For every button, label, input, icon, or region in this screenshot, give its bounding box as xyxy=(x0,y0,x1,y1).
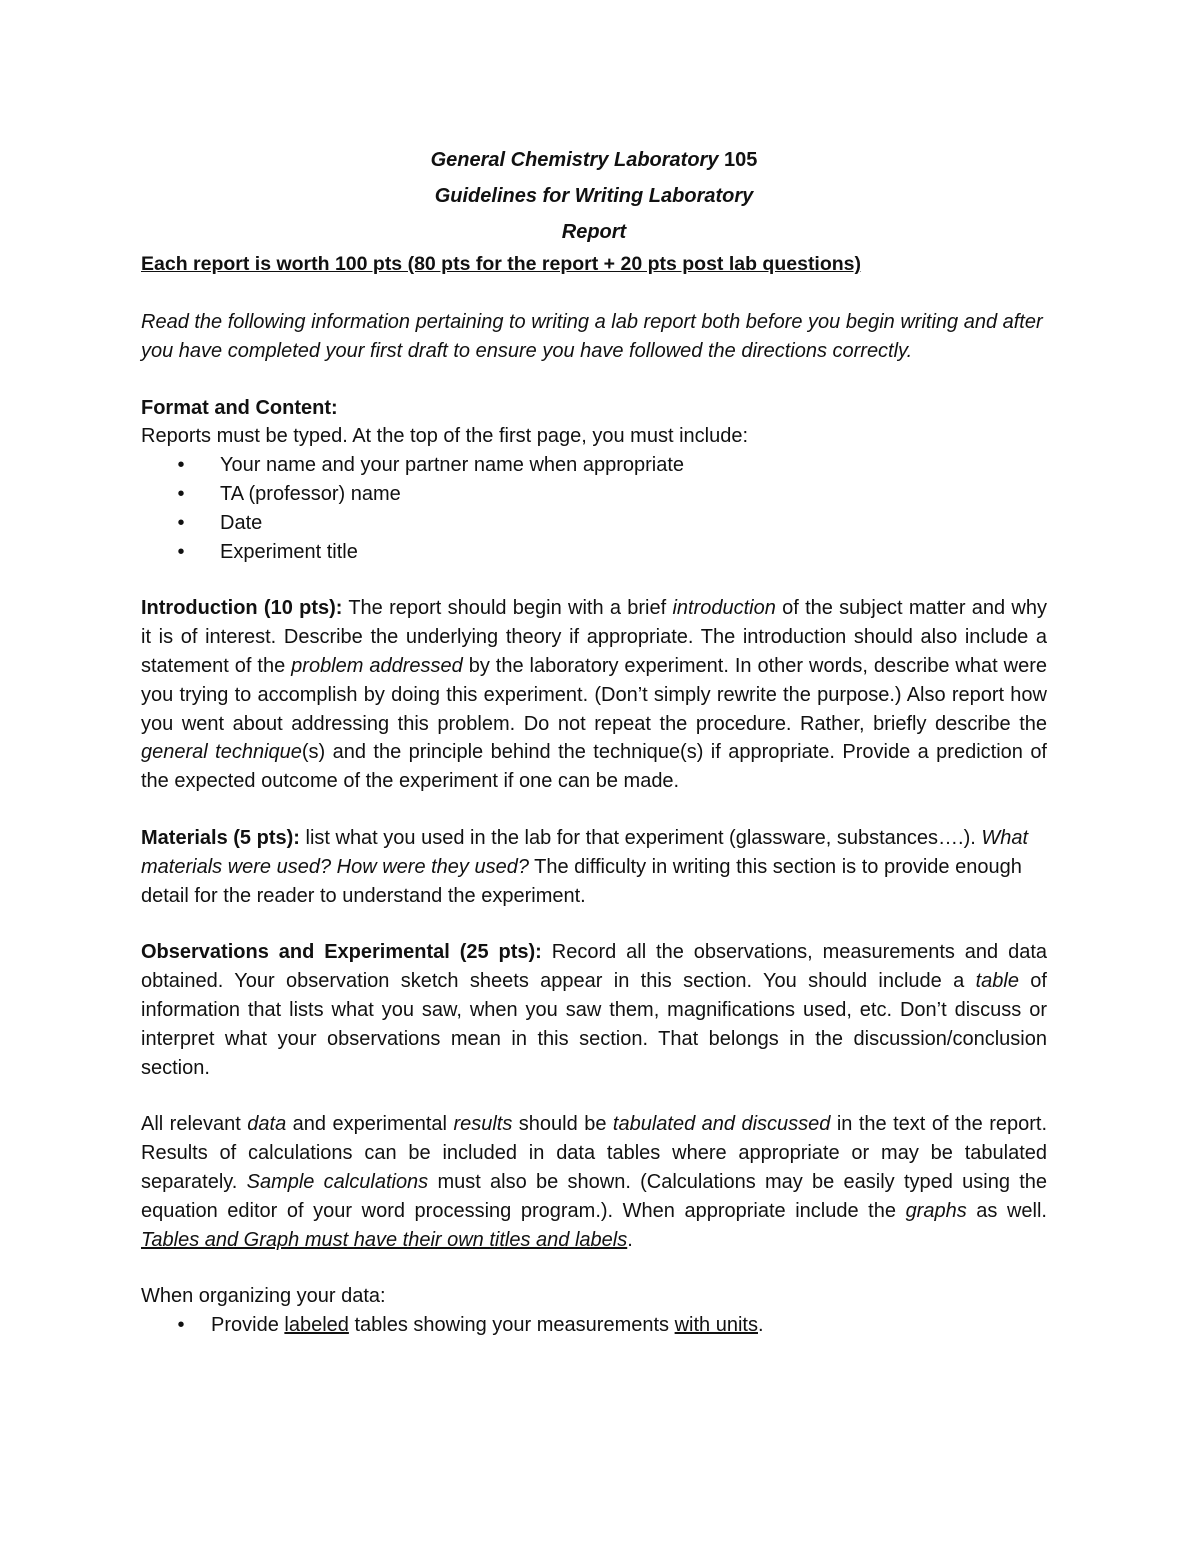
list-item-underlined: with units xyxy=(674,1314,758,1337)
bullet-icon: • xyxy=(177,511,185,534)
list-item-underlined: labeled xyxy=(284,1314,349,1337)
instructions-note: Read the following information pertaining to writing a lab report both before you begin writing and after you have completed your first draft to ensure you have followed the directions correctly. xyxy=(141,311,1043,362)
data-text: should be xyxy=(512,1113,613,1136)
doc-title-line-1 xyxy=(141,142,1047,178)
materials-text: list what you used in the lab for that experiment (glassware, substances….). xyxy=(299,826,982,849)
format-list xyxy=(141,451,1047,566)
list-item-text: Provide xyxy=(211,1314,285,1337)
bullet-icon: • xyxy=(177,454,185,477)
bullet-icon: • xyxy=(177,482,185,505)
introduction-emphasis: problem addressed xyxy=(291,654,463,677)
observations-text: Record all the observations, measurements and data obtained. Your observation sketch sheets appear in this section. You should include a xyxy=(141,941,1047,993)
data-emphasis: results xyxy=(453,1113,513,1136)
list-item-text: . xyxy=(757,1314,764,1337)
list-item-text: TA (professor) name xyxy=(220,482,401,505)
materials-text: The difficulty in writing this section is to provide enough detail for the reader to understand the experiment. xyxy=(141,855,1022,907)
list-item-text: Date xyxy=(220,511,263,534)
doc-title-line-3: Report xyxy=(561,221,627,243)
observations-text: of information that lists what you saw, when you saw them, magnifications used, etc. Don’t discuss or interpret what your observations mean in this section. That belongs in the discussion/conclusion section. xyxy=(141,970,1047,1079)
materials-section xyxy=(141,824,1047,910)
introduction-section xyxy=(141,594,1047,796)
materials-heading: Materials (5 pts): xyxy=(141,826,300,849)
format-lead: Reports must be typed. At the top of the first page, you must include: xyxy=(141,425,749,448)
observations-heading: Observations and Experimental (25 pts): xyxy=(141,941,542,964)
organizing-list xyxy=(141,1311,1047,1340)
document-body xyxy=(141,142,1047,1368)
introduction-text: of the subject matter and why it is of interest. Describe the underlying theory if appropriate. The introduction should also include a statement of the xyxy=(141,597,1047,677)
list-item-text: Experiment title xyxy=(220,540,358,563)
report-worth-note: Each report is worth 100 pts (80 pts for the report + 20 pts post lab questions) xyxy=(141,253,862,275)
list-item-text: Your name and your partner name when appropriate xyxy=(220,454,685,477)
observations-emphasis: table xyxy=(975,970,1019,993)
bullet-icon: • xyxy=(177,1314,185,1337)
data-text: . xyxy=(627,1228,633,1251)
introduction-heading: Introduction (10 pts): xyxy=(141,597,343,620)
introduction-text: The report should begin with a brief xyxy=(342,597,673,620)
format-heading: Format and Content: xyxy=(141,396,338,419)
list-item xyxy=(141,451,1047,480)
bullet-icon: • xyxy=(177,540,185,563)
doc-title-number: 105 xyxy=(724,149,758,171)
organizing-lead: When organizing your data: xyxy=(141,1285,386,1308)
list-item xyxy=(141,480,1047,509)
observations-section xyxy=(141,938,1047,1082)
introduction-text: by the laboratory experiment. In other words, describe what were you trying to accomplish by doing this experiment. (Don’t simply rewrite the purpose.) Also report how you went about addressing this problem. Do not repeat the procedure. Rather, briefly describe the xyxy=(141,654,1047,735)
data-emphasis: Sample calculations xyxy=(246,1170,429,1193)
introduction-emphasis: introduction xyxy=(672,597,776,620)
materials-emphasis: What materials were used? How were they used? xyxy=(141,826,1029,878)
data-text: and experimental xyxy=(286,1113,454,1136)
list-item xyxy=(141,509,1047,538)
data-text: must also be shown. (Calculations may be easily typed using the equation editor of your word processing program.). When appropriate include the xyxy=(141,1170,1047,1222)
list-item xyxy=(141,1311,1047,1340)
list-item xyxy=(141,538,1047,567)
data-underlined-emphasis: Tables and Graph must have their own titles and labels xyxy=(141,1228,628,1251)
data-text: in the text of the report. Results of calculations can be included in data tables where appropriate or may be tabulated separately. xyxy=(141,1113,1047,1193)
data-text: All relevant xyxy=(141,1113,248,1136)
data-text: as well. xyxy=(966,1199,1047,1222)
data-section xyxy=(141,1110,1047,1254)
doc-title-line-2: Guidelines for Writing Laboratory xyxy=(434,185,754,207)
doc-title-text: General Chemistry Laboratory xyxy=(430,149,719,171)
data-emphasis: data xyxy=(247,1113,287,1136)
introduction-text: (s) and the principle behind the technique(s) if appropriate. Provide a prediction of the expected outcome of the experiment if one can be made. xyxy=(141,741,1047,793)
introduction-emphasis: general technique xyxy=(141,741,302,764)
data-emphasis: graphs xyxy=(905,1199,967,1222)
list-item-text: tables showing your measurements xyxy=(348,1314,675,1337)
data-emphasis: tabulated and discussed xyxy=(612,1113,831,1136)
